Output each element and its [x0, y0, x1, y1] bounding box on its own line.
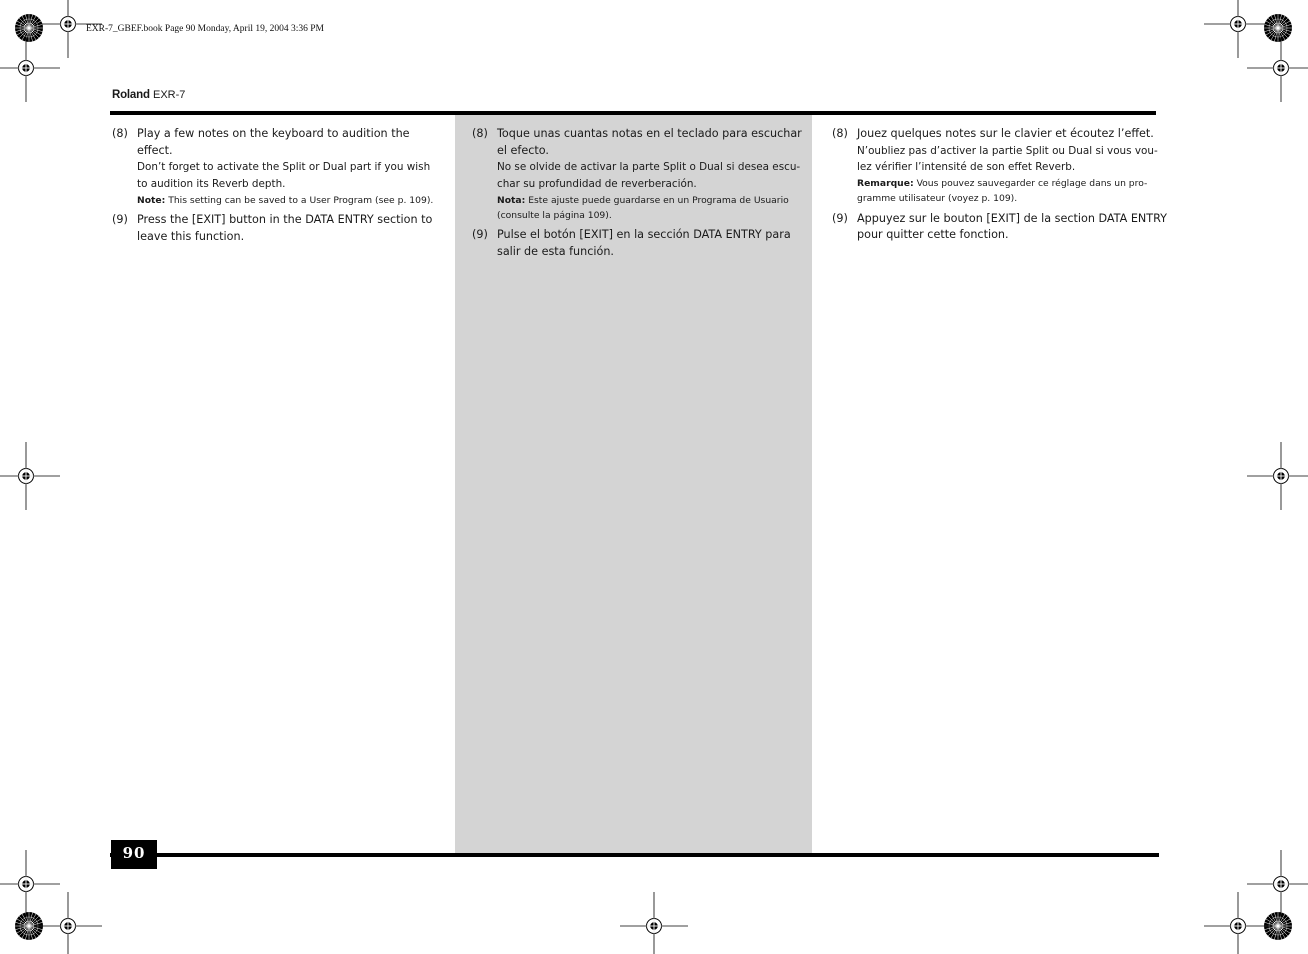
note: [497, 193, 802, 208]
step-subtext: char su profundidad de reverberación.: [497, 178, 697, 191]
step-number: (9): [832, 211, 848, 225]
step-subtext: lez vérifier l’intensité de son effet Reverb.: [857, 161, 1076, 174]
step-text: leave this function.: [137, 229, 245, 243]
step-text: Jouez quelques notes sur le clavier et écoutez l’effet.: [857, 127, 1154, 140]
step-text: pour quitter cette fonction.: [857, 228, 1009, 242]
step-text: Press the [EXIT] button in the DATA ENTRY section to: [137, 213, 433, 227]
step-number: (9): [112, 213, 128, 227]
step-text: effect.: [137, 143, 173, 157]
page-number: 90: [111, 840, 157, 869]
step-number: (8): [472, 127, 488, 140]
step-number: (8): [112, 127, 128, 140]
step-body: [137, 126, 442, 208]
note-label: Nota:: [497, 194, 526, 206]
step-subtext: No se olvide de activar la parte Split o Dual si desea escu-: [497, 161, 801, 174]
step-body: [497, 227, 802, 260]
step-body: [497, 126, 802, 223]
print-slug: EXR-7_GBEF.book Page 90 Monday, April 19, 2004 3:36 PM: [86, 24, 324, 34]
english-column: [112, 126, 442, 250]
step-body: [137, 212, 442, 245]
step-9: [832, 211, 1168, 244]
note-text: Este ajuste puede guardarse en un Programa de Usuario: [528, 194, 789, 206]
step-text: salir de esta función.: [497, 245, 614, 259]
footer-rule: [110, 853, 1159, 857]
page-header: [112, 89, 185, 101]
note-text: Vous pouvez sauvegarder ce réglage dans un pro-: [916, 178, 1148, 190]
note-text: (consulte la página 109).: [497, 210, 612, 222]
step-body: [857, 126, 1162, 207]
note-label: Note:: [137, 194, 166, 206]
step-text: Toque unas cuantas notas en el teclado para escuchar: [497, 127, 802, 140]
step-subtext: Don’t forget to activate the Split or Dual part if you wish: [137, 161, 431, 174]
french-column: [832, 126, 1168, 248]
model-name: EXR-7: [152, 89, 186, 101]
step-9: [112, 212, 442, 245]
note: [857, 176, 1162, 191]
brand-logo: Roland: [112, 89, 150, 101]
step-text: el efecto.: [497, 143, 549, 157]
note-label: Remarque:: [857, 178, 914, 190]
note-text: gramme utilisateur (voyez p. 109).: [857, 193, 1018, 205]
step-8: [472, 126, 802, 223]
step-subtext: N’oubliez pas d’activer la partie Split ou Dual si vous vou-: [857, 144, 1158, 157]
step-text: Pulse el botón [EXIT] en la sección DATA ENTRY para: [497, 228, 791, 242]
step-text: Appuyez sur le bouton [EXIT] de la section DATA ENTRY: [857, 211, 1168, 225]
note: [137, 193, 442, 208]
step-8: [112, 126, 442, 208]
step-text: Play a few notes on the keyboard to audition the: [137, 127, 410, 140]
note-text: This setting can be saved to a User Program (see p. 109).: [168, 194, 434, 206]
spanish-column: [472, 126, 802, 265]
step-number: (8): [832, 127, 848, 140]
step-9: [472, 227, 802, 260]
step-number: (9): [472, 228, 488, 242]
step-8: [832, 126, 1162, 207]
step-subtext: to audition its Reverb depth.: [137, 178, 286, 191]
step-body: [857, 211, 1167, 244]
